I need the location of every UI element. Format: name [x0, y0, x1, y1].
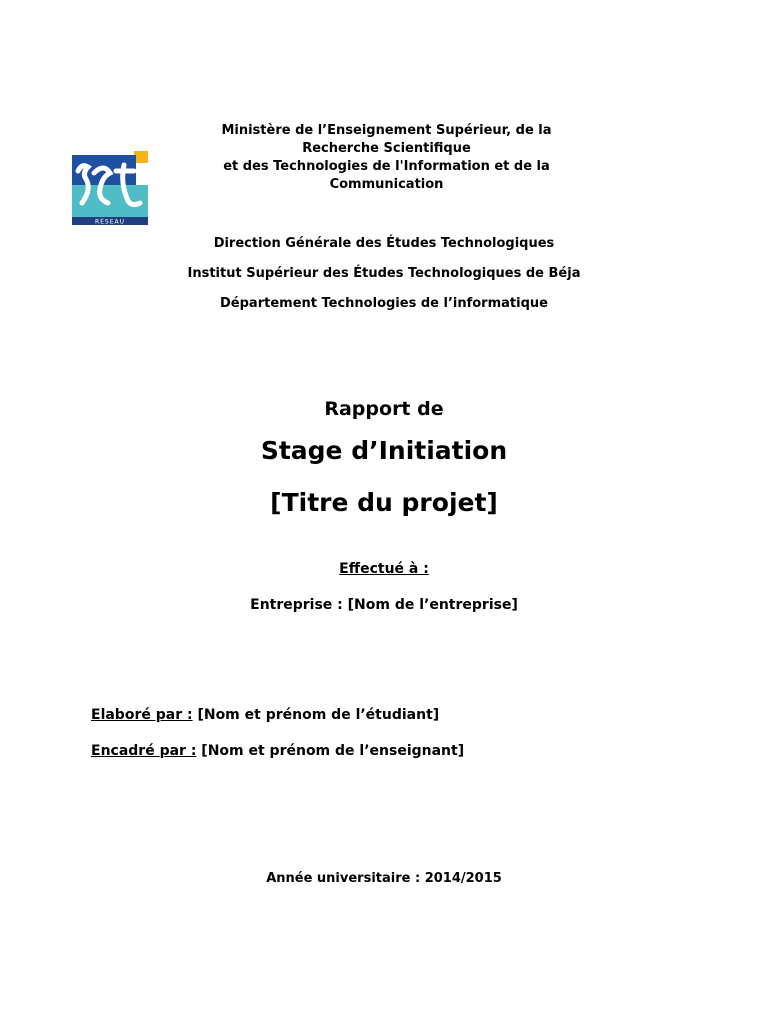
ministry-line: et des Technologies de l'Information et de la: [223, 159, 550, 174]
report-intro: Rapport de: [324, 398, 444, 420]
supervised-by-value: [Nom et prénom de l’enseignant]: [196, 743, 465, 759]
company-line: Entreprise : [Nom de l’entreprise]: [250, 597, 518, 613]
placement-label: Effectué à :: [339, 561, 429, 577]
prepared-by-label: Elaboré par :: [91, 707, 193, 723]
iset-logo-graphic: [72, 151, 150, 225]
supervised-by-field: [91, 743, 464, 759]
ministry-line: Ministère de l’Enseignement Supérieur, de la: [221, 123, 552, 138]
logo-subtext: RÉSEAU: [94, 218, 126, 225]
report-type-title: Stage d’Initiation: [260, 436, 508, 465]
ministry-header: [190, 122, 583, 194]
supervised-by-label: Encadré par :: [91, 743, 197, 759]
project-title: [Titre du projet]: [270, 488, 498, 517]
ministry-line: Recherche Scientifique: [302, 141, 471, 156]
ministry-line: Communication: [329, 177, 444, 192]
department-line: Département Technologies de l’informatique: [220, 296, 548, 311]
iset-logo: [72, 151, 150, 225]
academic-year: Année universitaire : 2014/2015: [266, 871, 502, 886]
institute-line: Institut Supérieur des Études Technologiques de Béja: [187, 266, 581, 281]
prepared-by-field: [91, 707, 439, 723]
logo-yellow-accent: [134, 151, 148, 163]
prepared-by-value: [Nom et prénom de l’étudiant]: [192, 707, 440, 723]
direction-line: Direction Générale des Études Technologiques: [213, 236, 555, 251]
